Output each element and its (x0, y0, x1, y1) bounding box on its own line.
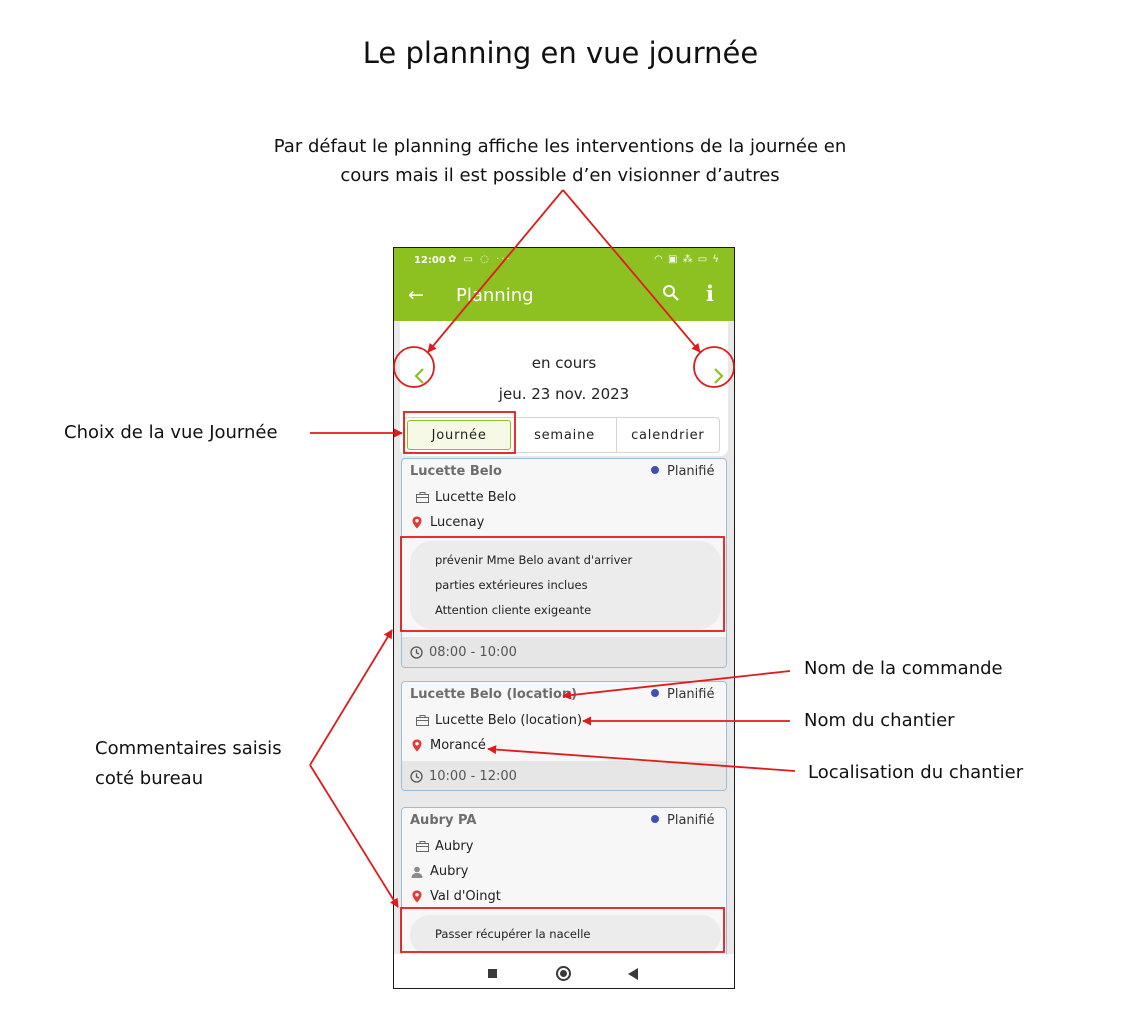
briefcase-icon (415, 491, 429, 505)
site-location: Morancé (430, 738, 486, 753)
location-row (410, 515, 484, 530)
briefcase-icon (415, 714, 429, 728)
status-text: Planifié (667, 813, 715, 828)
system-back-icon[interactable] (628, 968, 638, 980)
comments-box (410, 541, 721, 629)
tab-journee[interactable]: Journée (407, 420, 511, 450)
intro-line-2: cours mais il est possible d’en visionner d’autres (340, 165, 780, 186)
time-range: 10:00 - 12:00 (429, 768, 517, 784)
annotation-comments-line-2: coté bureau (95, 768, 204, 789)
order-name: Lucette Belo (410, 464, 502, 479)
location-pin-icon (410, 890, 424, 904)
intro-text (200, 132, 920, 190)
status-text: Planifié (667, 687, 715, 702)
location-pin-icon (410, 516, 424, 530)
phone-screen (393, 247, 735, 989)
status-dot-icon (651, 466, 659, 474)
annotation-site-name: Nom du chantier (804, 710, 955, 731)
intro-line-1: Par défaut le planning affiche les interventions de la journée en (273, 136, 847, 157)
location-pin-icon (410, 739, 424, 753)
recent-apps-icon[interactable] (488, 969, 497, 978)
annotation-comments-line-1: Commentaires saisis (95, 738, 282, 759)
status-left-icons: ✿ ▭ ◌ ··· (448, 254, 512, 265)
annotation-view-choice: Choix de la vue Journée (64, 422, 278, 443)
status-badge (651, 813, 714, 828)
annotation-site-location: Localisation du chantier (808, 762, 1024, 783)
comments-box (410, 915, 721, 955)
app-title: Planning (456, 285, 534, 306)
status-right-icons: ◠ ▣ ⁂ ▭ ϟ (654, 254, 720, 265)
arrow-to-comments-2 (310, 765, 398, 907)
site-location: Lucenay (430, 515, 485, 530)
site-location: Val d'Oingt (430, 889, 501, 904)
site-name: Lucette Belo (location) (435, 713, 583, 728)
status-time: 12:00 (414, 255, 446, 266)
contact-row (410, 864, 468, 879)
intervention-card[interactable] (401, 807, 727, 967)
site-name: Aubry (435, 839, 474, 854)
intervention-card[interactable] (401, 681, 727, 791)
comment-line: prévenir Mme Belo avant d'arriver (435, 553, 633, 567)
period-label: en cours (531, 354, 597, 372)
location-row (410, 738, 486, 753)
date-label: jeu. 23 nov. 2023 (498, 385, 630, 403)
status-badge (651, 687, 714, 702)
time-slot (402, 637, 726, 667)
comment-line: parties extérieures inclues (435, 578, 588, 592)
tab-calendrier[interactable]: calendrier (631, 427, 705, 443)
contact-name: Aubry (430, 864, 469, 879)
clock-icon (410, 770, 423, 783)
back-arrow-icon[interactable]: ← (408, 284, 424, 306)
time-range: 08:00 - 10:00 (429, 644, 517, 660)
briefcase-icon (415, 840, 429, 854)
system-nav-bar (394, 954, 734, 989)
home-icon[interactable] (556, 966, 571, 981)
location-row (410, 889, 501, 904)
search-icon[interactable] (661, 283, 681, 303)
order-name: Lucette Belo (location) (410, 687, 578, 702)
site-row (415, 490, 516, 505)
tab-semaine[interactable]: semaine (513, 418, 616, 452)
comment-line: Attention cliente exigeante (435, 603, 592, 617)
document-title: Le planning en vue journée (362, 36, 759, 70)
time-slot (402, 761, 726, 791)
status-dot-icon (651, 689, 659, 697)
site-row (415, 839, 473, 854)
person-icon (410, 865, 424, 879)
clock-icon (410, 646, 423, 659)
comment-line: Passer récupérer la nacelle (435, 927, 591, 941)
intervention-card[interactable] (401, 458, 727, 668)
arrow-to-comments-1 (310, 630, 392, 765)
view-selector (404, 417, 720, 453)
app-bar (394, 248, 734, 321)
annotation-comments (95, 734, 282, 794)
status-dot-icon (651, 815, 659, 823)
status-text: Planifié (667, 464, 715, 479)
annotation-order-name: Nom de la commande (804, 658, 1003, 679)
site-row (415, 713, 582, 728)
status-badge (651, 464, 714, 479)
order-name: Aubry PA (410, 813, 477, 828)
site-name: Lucette Belo (435, 490, 517, 505)
info-icon[interactable]: i (706, 281, 714, 306)
